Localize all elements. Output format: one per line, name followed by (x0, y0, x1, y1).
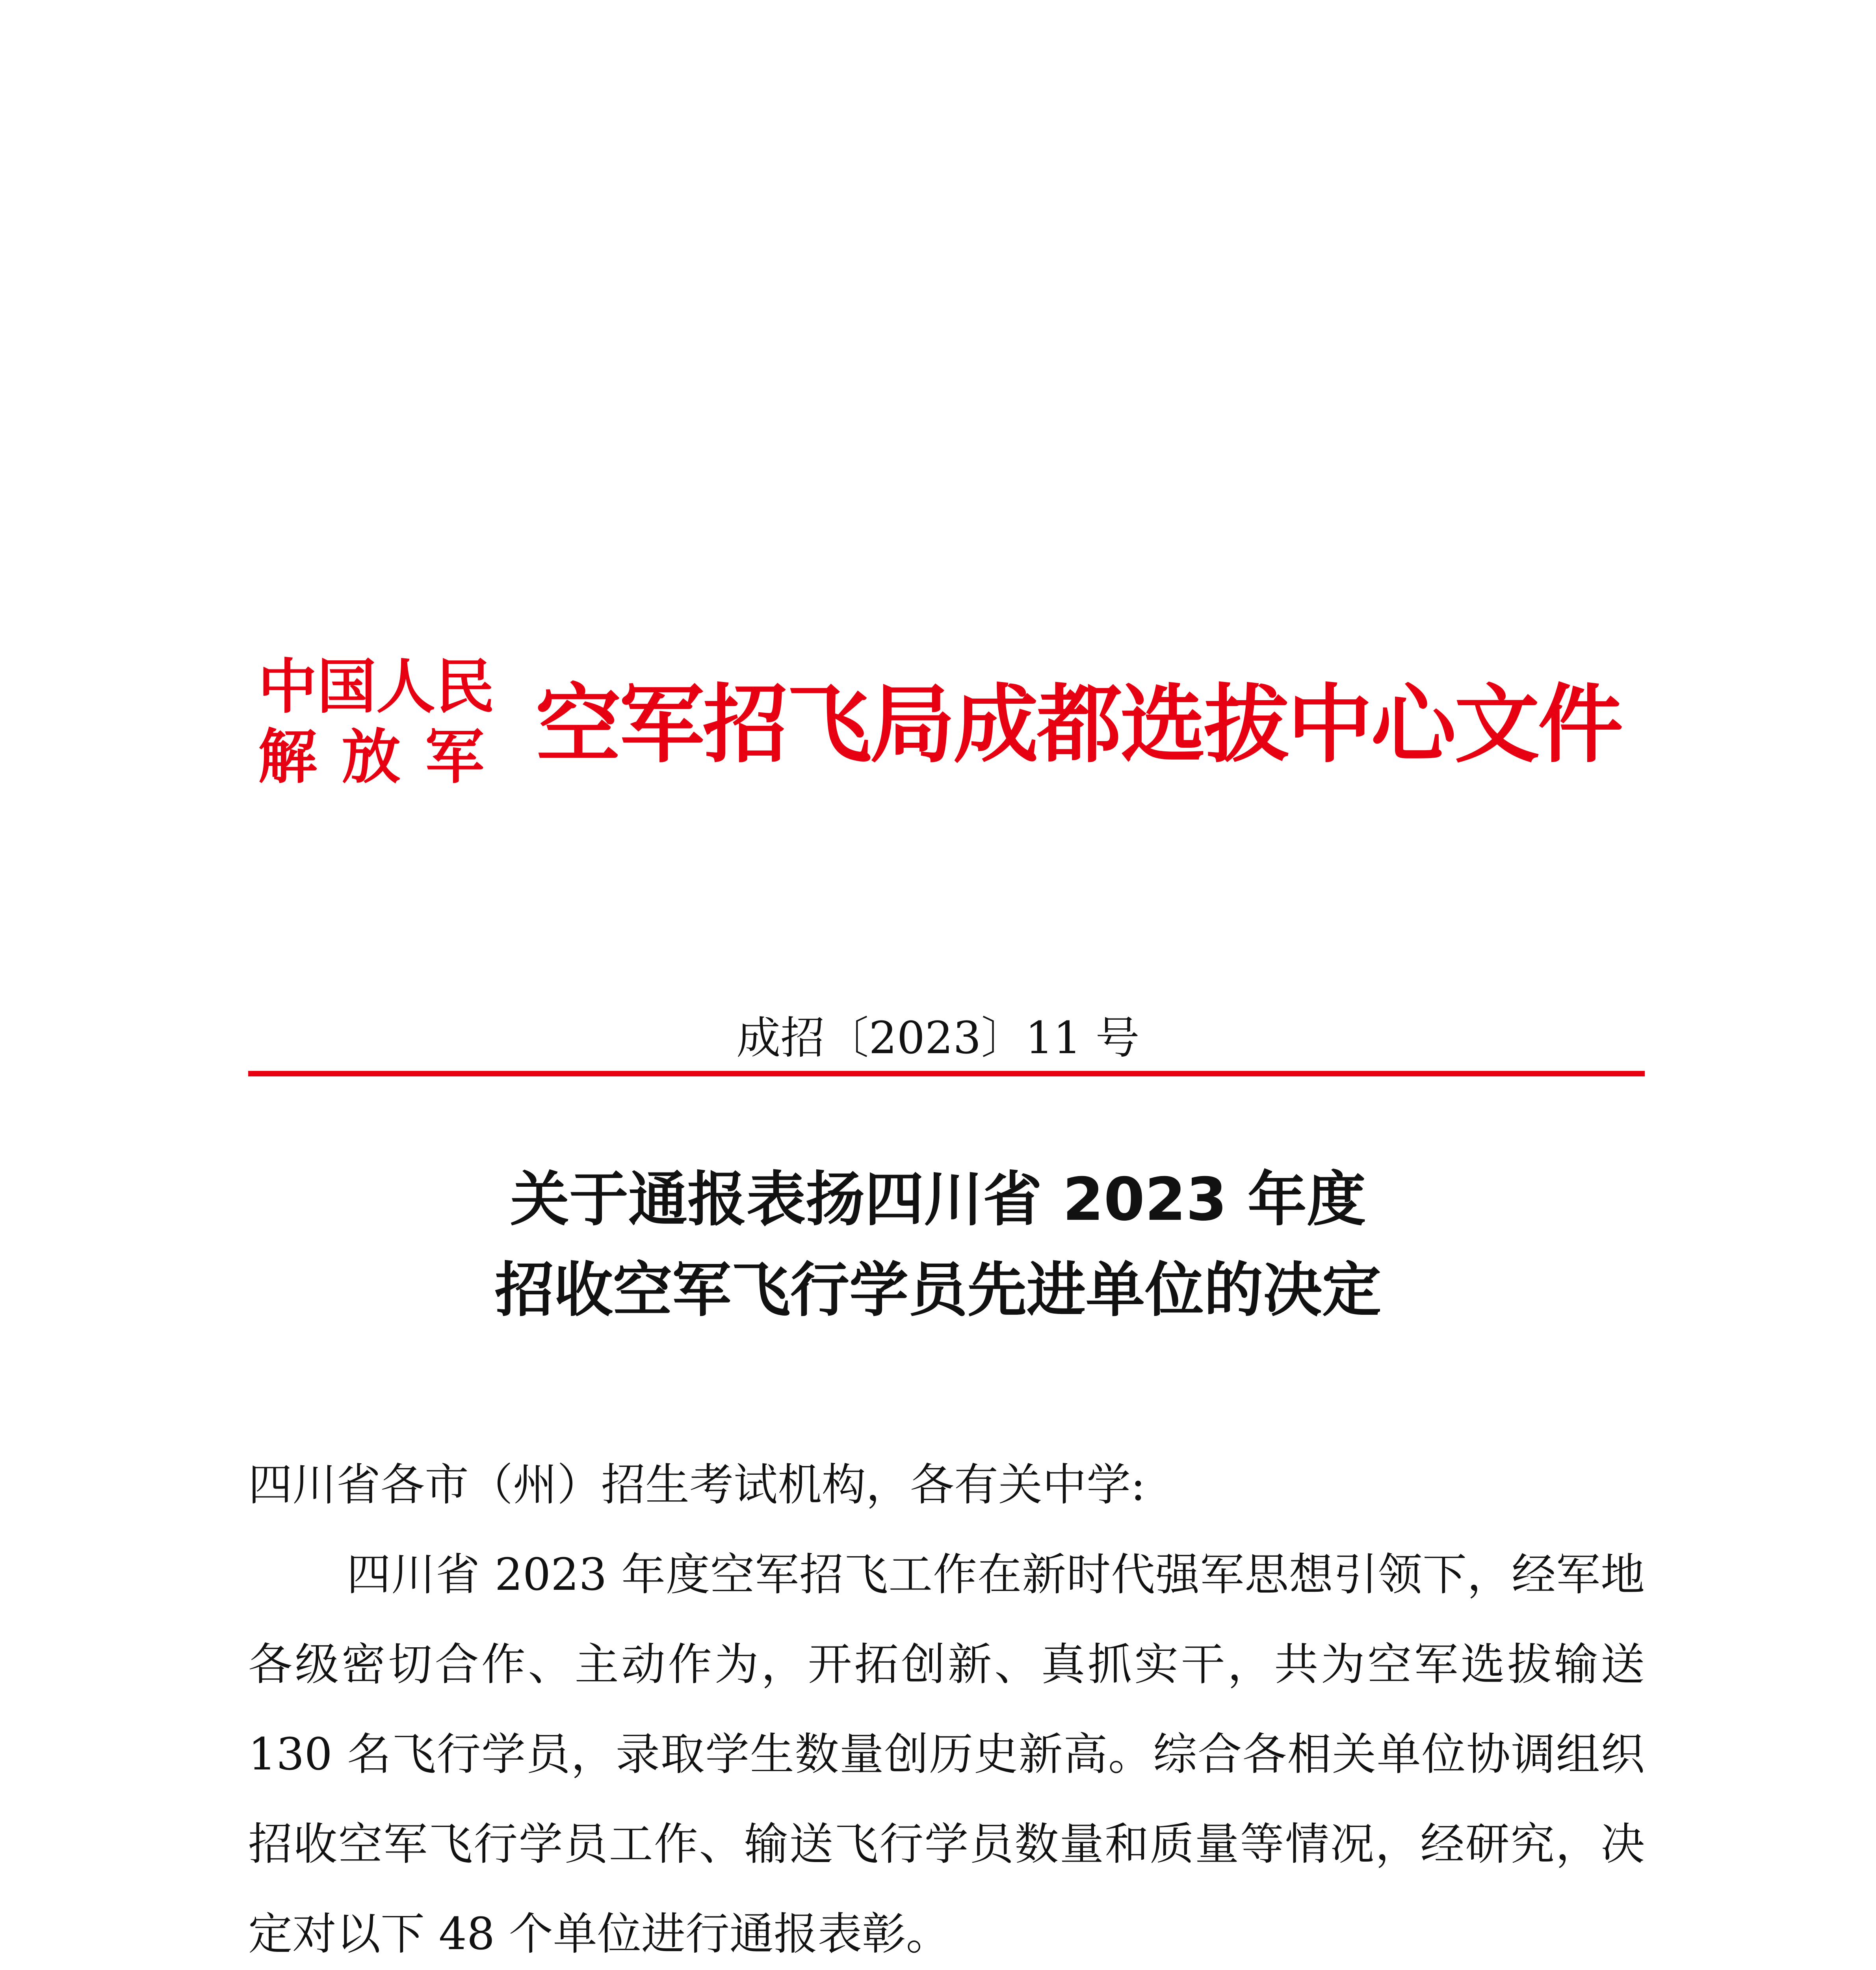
body-paragraph: 四川省 2023 年度空军招飞工作在新时代强军思想引领下，经军地各级密切合作、主动作为，开拓创新、真抓实干，共为空军选拔输送 130 名飞行学员，录取学生数量创历史新高。综合各相关单位协调组织招收空军飞行学员工作、输送飞行学员数量和质量等情况，经研究，决定对以下 48 个单位进行通报表彰。 (248, 1549, 1645, 1960)
decision-title (0, 1154, 1876, 1336)
letterhead-organization (258, 652, 509, 792)
letterhead-org-line-1: 中国人民 (258, 653, 495, 721)
document-number: 成招〔2023〕11 号 (736, 1013, 1140, 1064)
letterhead-title: 空军招飞局成都选拔中心文件 (536, 675, 1622, 774)
decision-title-line-2: 招收空军飞行学员先进单位的决定 (494, 1256, 1381, 1325)
letterhead-org-line-2: 解放军 (258, 723, 509, 792)
salutation: 四川省各市（州）招生考试机构，各有关中学: (248, 1459, 1146, 1511)
decision-title-line-1: 关于通报表扬四川省 2023 年度 (510, 1165, 1366, 1234)
document-body (248, 1440, 1645, 1970)
red-divider-line (248, 1071, 1645, 1076)
